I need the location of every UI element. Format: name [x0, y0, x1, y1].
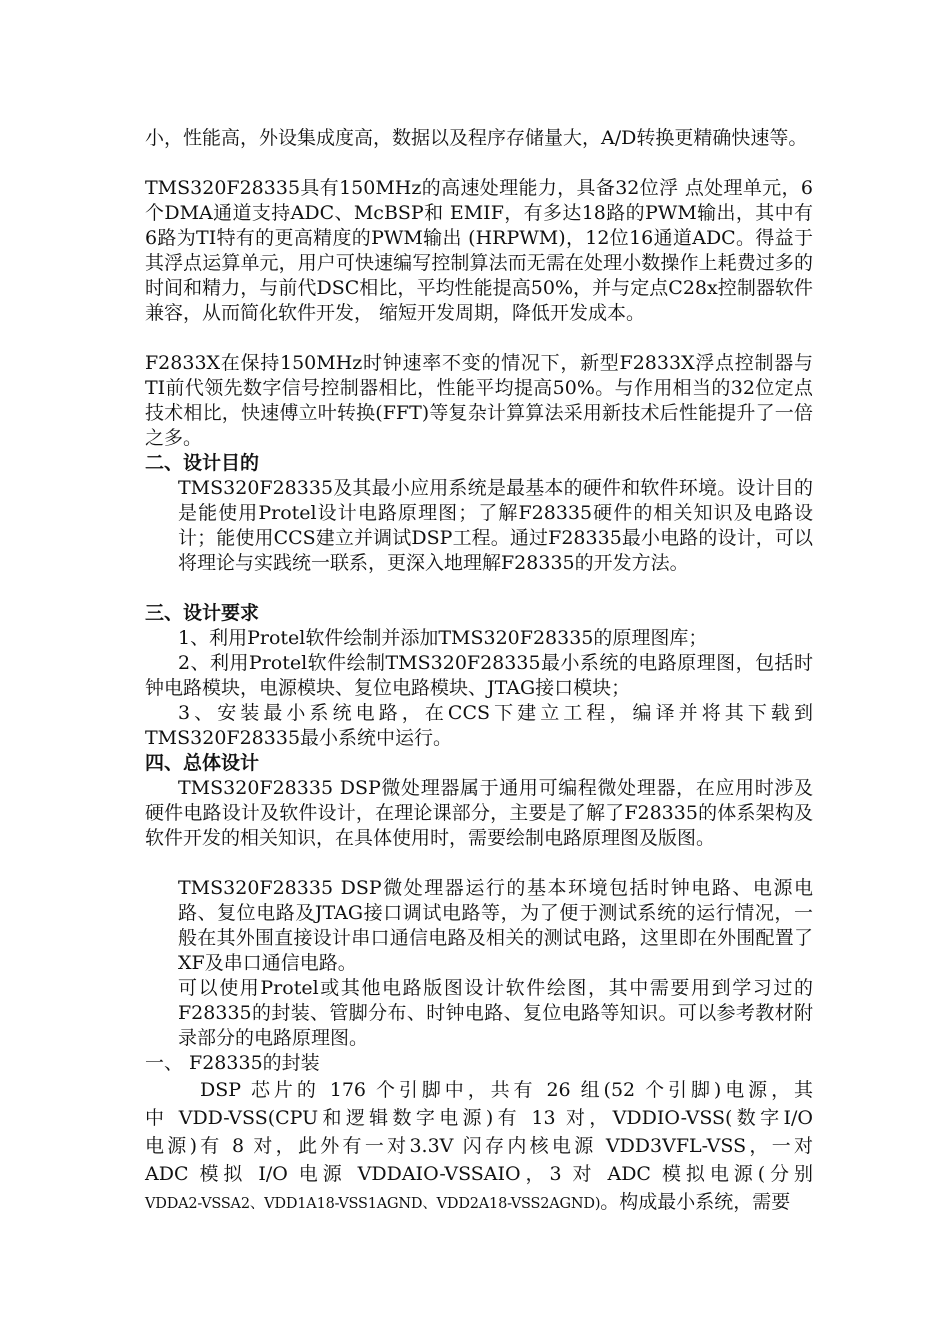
intro-paragraph-2: TMS320F28335具有150MHz的高速处理能力，具备32位浮 点处理单元，6个DMA通道支持ADC、McBSP和 EMIF，有多达18路的PWM输出，其中有6路为TI特有的更高精度的PWM输出 (HRPWM)，12位16通道ADC。得益于其浮点运算单元，用户可快速编写控制算法而无需在处理小数操作上耗费过多的时间和精力，与前代DSC相比，平均性能提高50%，并与定点C28x控制器软件兼容，从而简化软件开发， 缩短开发周期，降低开发成本。: [145, 177, 813, 324]
package-paragraph: [145, 1076, 813, 1218]
requirement-item-1: 1、利用Protel软件绘制并添加TMS320F28335的原理图库；: [178, 627, 708, 649]
section-heading-design-requirements: 三、设计要求: [145, 602, 260, 624]
subsection-heading-package: 一、 F28335的封装: [145, 1052, 320, 1074]
intro-paragraph-1: 小，性能高，外设集成度高，数据以及程序存储量大，A/D转换更精确快速等。: [145, 127, 808, 149]
intro-paragraph-3: F2833X在保持150MHz时钟速率不变的情况下，新型F2833X浮点控制器与TI前代领先数字信号控制器相比，性能平均提高50%。与作用相当的32位定点技术相比，快速傅立叶转换(FFT)等复杂计算算法采用新技术后性能提升了一倍之多。: [145, 352, 813, 449]
design-purpose-paragraph: TMS320F28335及其最小应用系统是最基本的硬件和软件环境。设计目的是能使用Protel设计电路原理图；了解F28335硬件的相关知识及电路设计；能使用CCS建立并调试DSP工程。通过F28335最小电路的设计，可以将理论与实践统一联系，更深入地理解F28335的开发方法。: [178, 477, 813, 574]
package-line-5-tail: 。构成最小系统，需要: [600, 1191, 791, 1213]
requirement-item-2: 2、利用Protel软件绘制TMS320F28335最小系统的电路原理图，包括时钟电路模块，电源模块、复位电路模块、JTAG接口模块；: [145, 652, 813, 699]
package-line-3: 电源)有 8 对，此外有一对3.3V 闪存内核电源 VDD3VFL-VSS，一对: [145, 1135, 813, 1157]
overall-design-paragraph-3: 可以使用Protel或其他电路版图设计软件绘图，其中需要用到学习过的F28335的封装、管脚分布、时钟电路、复位电路等知识。可以参考教材附录部分的电路原理图。: [178, 977, 813, 1049]
overall-design-paragraph-1: TMS320F28335 DSP微处理器属于通用可编程微处理器，在应用时涉及硬件电路设计及软件设计，在理论课部分，主要是了解了F28335的体系架构及软件开发的相关知识，在具体使用时，需要绘制电路原理图及版图。: [145, 777, 813, 849]
package-line-2: 中 VDD-VSS(CPU和逻辑数字电源)有 13 对，VDDIO-VSS(数字I/O: [145, 1107, 813, 1129]
section-heading-design-purpose: 二、设计目的: [145, 452, 260, 474]
package-line-4: ADC 模拟 I/O 电源 VDDAIO-VSSAIO，3 对 ADC 模拟电源(分别: [145, 1163, 813, 1185]
package-line-5-pins: VDDA2-VSSA2、VDD1A18-VSS1AGND、VDD2A18-VSS2AGND): [145, 1196, 601, 1212]
package-line-5: [145, 1188, 813, 1218]
requirement-item-3: 3、安装最小系统电路，在CCS下建立工程，编译并将其下载到TMS320F28335最小系统中运行。: [145, 702, 813, 749]
package-line-1: DSP 芯片的 176 个引脚中，共有 26 组(52 个引脚)电源，其: [200, 1079, 813, 1101]
section-heading-overall-design: 四、总体设计: [145, 752, 260, 774]
overall-design-paragraph-2: TMS320F28335 DSP微处理器运行的基本环境包括时钟电路、电源电路、复位电路及JTAG接口调试电路等，为了便于测试系统的运行情况，一般在其外围直接设计串口通信电路及相关的测试电路，这里即在外围配置了XF及串口通信电路。: [178, 877, 813, 974]
